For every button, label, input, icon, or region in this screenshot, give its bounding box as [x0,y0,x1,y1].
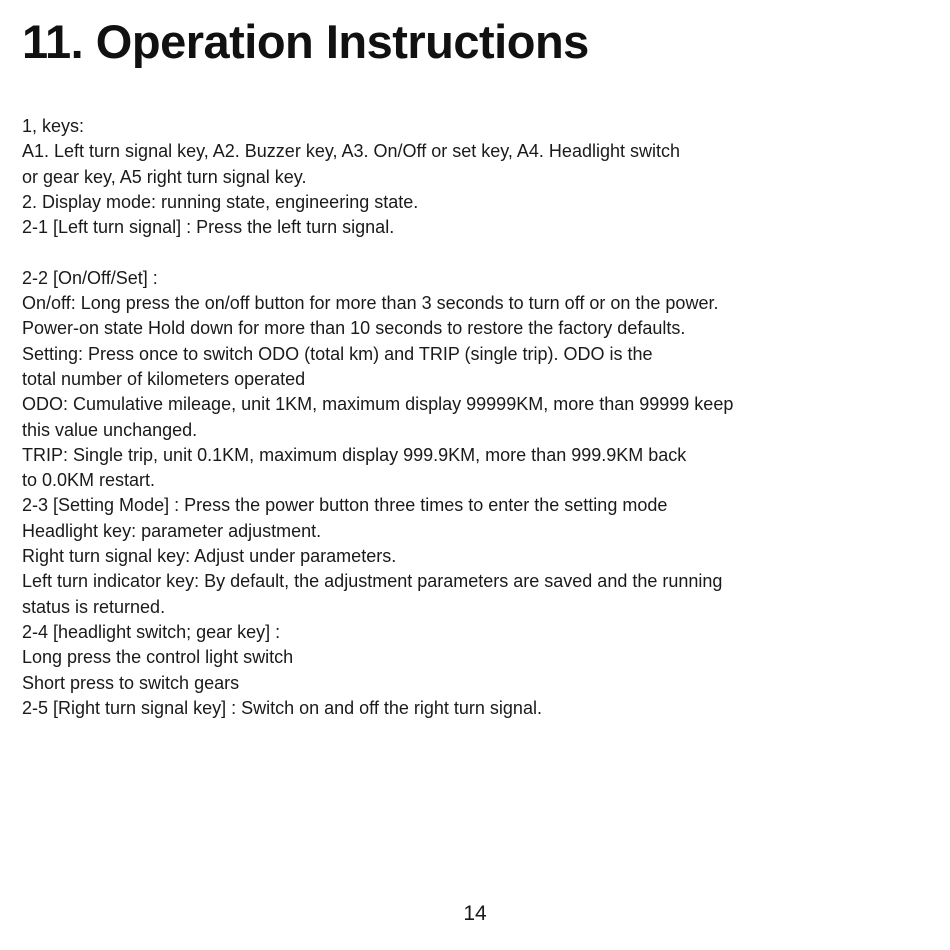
text-line: Right turn signal key: Adjust under parameters. [22,546,397,567]
text-line: Setting: Press once to switch ODO (total km) and TRIP (single trip). ODO is the [22,343,653,364]
page-number: 14 [463,902,487,925]
text-line: 2-1 [Left turn signal] : Press the left turn signal. [22,217,395,238]
instructions-body [22,114,937,721]
text-line: Short press to switch gears [22,672,240,693]
text-line: On/off: Long press the on/off button for more than 3 seconds to turn off or on the power. [22,293,719,314]
text-line: Headlight key: parameter adjustment. [22,520,322,541]
text-line: 2-4 [headlight switch; gear key] : [22,621,281,642]
page-title: 11. Operation Instructions [22,15,589,68]
text-line: Power-on state Hold down for more than 10 seconds to restore the factory defaults. [22,318,686,339]
text-line: 1, keys: [22,116,85,136]
text-line: 2-3 [Setting Mode] : Press the power button three times to enter the setting mode [22,495,668,516]
text-line: 2. Display mode: running state, engineering state. [22,191,419,212]
text-line: status is returned. [22,596,166,617]
text-line: to 0.0KM restart. [22,470,156,491]
text-line: Long press the control light switch [22,647,294,668]
text-line: 2-5 [Right turn signal key] : Switch on and off the right turn signal. [22,697,542,718]
text-line: or gear key, A5 right turn signal key. [22,166,307,187]
text-line: ODO: Cumulative mileage, unit 1KM, maximum display 99999KM, more than 99999 keep [22,394,734,415]
text-line: total number of kilometers operated [22,368,306,389]
text-line: A1. Left turn signal key, A2. Buzzer key, A3. On/Off or set key, A4. Headlight switch [22,141,680,162]
text-line: Left turn indicator key: By default, the adjustment parameters are saved and the running [22,571,723,592]
text-line: this value unchanged. [22,419,198,440]
paragraph-gap [22,240,937,265]
text-line: TRIP: Single trip, unit 0.1KM, maximum display 999.9KM, more than 999.9KM back [22,444,687,465]
text-line: 2-2 [On/Off/Set] : [22,267,158,288]
